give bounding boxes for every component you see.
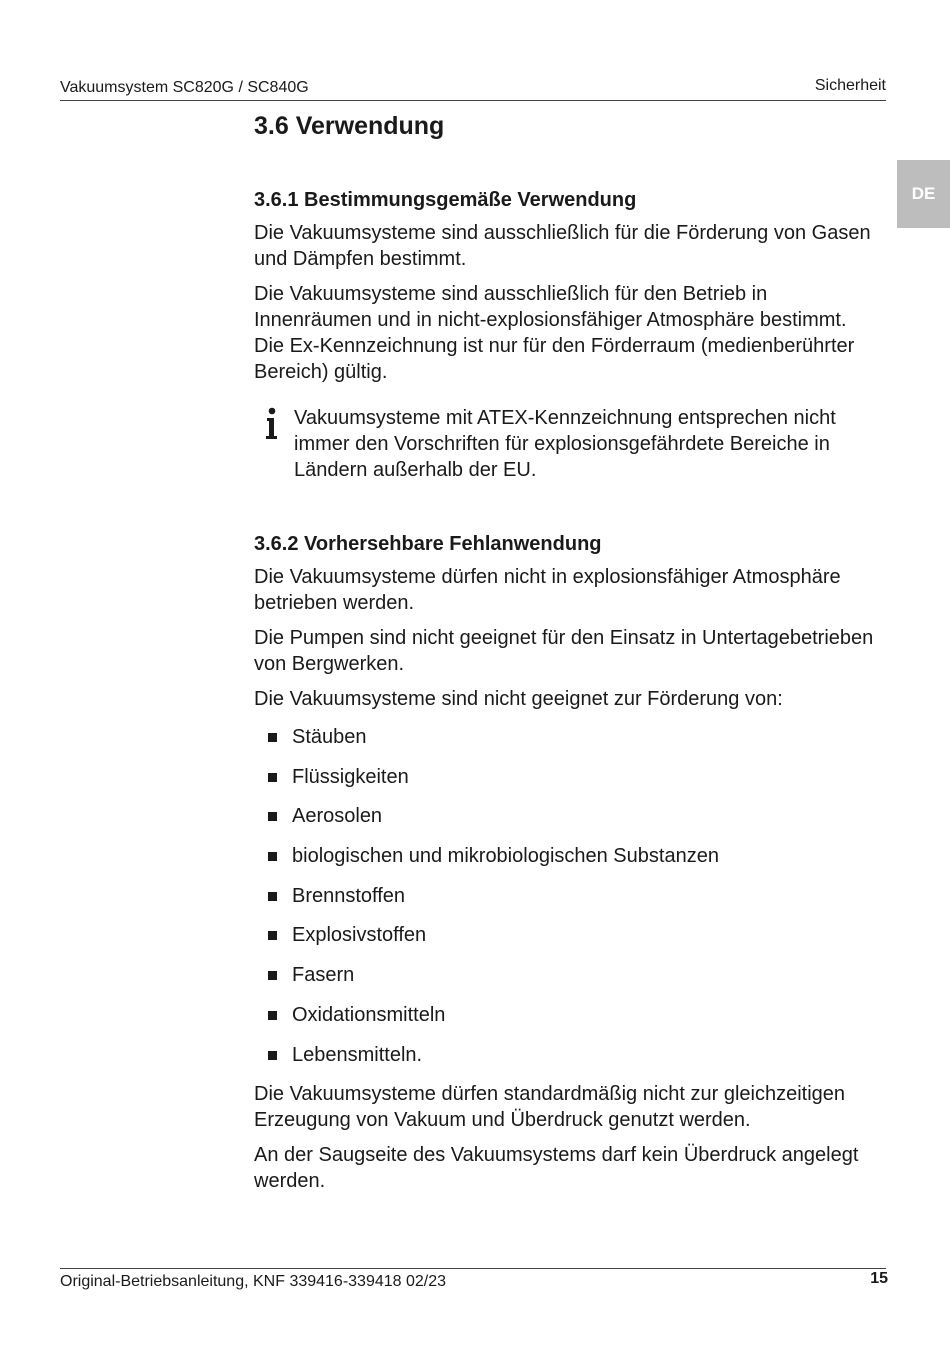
section-title: 3.6 Verwendung <box>254 112 445 140</box>
bullet-icon <box>268 892 277 901</box>
paragraph: Die Vakuumsysteme dürfen standardmäßig nicht zur gleichzeitigen Erzeugung von Vakuum und Überdruck genutzt werden. <box>254 1083 846 1132</box>
page-number: 15 <box>870 1270 888 1287</box>
list-item-text: Stäuben <box>292 726 367 748</box>
list-item <box>254 1002 876 1028</box>
bullet-icon <box>268 1011 277 1020</box>
list-item-text: Oxidationsmitteln <box>292 1003 446 1026</box>
paragraph: Die Vakuumsysteme sind ausschließlich für die Förderung von Gasen und Dämpfen bestimmt. <box>254 222 871 270</box>
list-item-text: Fasern <box>292 964 355 987</box>
bullet-icon <box>268 971 277 980</box>
info-icon <box>264 407 280 441</box>
list-item-text: Flüssigkeiten <box>292 765 409 788</box>
bullet-icon <box>268 773 277 782</box>
info-note <box>254 405 876 483</box>
bullet-icon <box>268 733 277 742</box>
paragraph: Die Vakuumsysteme dürfen nicht in explosionsfähiger Atmosphäre betrieben werden. <box>254 566 841 614</box>
list-item <box>254 962 876 988</box>
bullet-icon <box>268 931 277 940</box>
bullet-icon <box>268 812 277 821</box>
bullet-icon <box>268 1051 277 1060</box>
header-rule <box>60 100 886 101</box>
unsuitable-media-list <box>254 724 876 1068</box>
list-item <box>254 922 876 948</box>
list-item <box>254 883 876 909</box>
paragraph: Die Vakuumsysteme sind nicht geeignet zur Förderung von: <box>254 688 783 710</box>
subsection-title-misuse: 3.6.2 Vorhersehbare Fehlanwendung <box>254 533 602 555</box>
list-item-text: Aerosolen <box>292 805 383 828</box>
info-note-text: Vakuumsysteme mit ATEX-Kennzeichnung entsprechen nicht immer den Vorschriften für explosionsgefährdete Bereiche in Ländern außerhalb der EU. <box>294 407 836 481</box>
subsection-misuse <box>254 530 876 1194</box>
list-item <box>254 724 876 750</box>
list-item-text: Brennstoffen <box>292 884 406 907</box>
list-item-text: Explosivstoffen <box>292 924 427 947</box>
list-item <box>254 764 876 790</box>
paragraph: Die Vakuumsysteme sind ausschließlich für den Betrieb in Innenräumen und in nicht-explosionsfähiger Atmosphäre bestimmt. Die Ex-Kennzeichnung ist nur für den Förderraum (medienberührter Bereich) gültig. <box>254 283 855 383</box>
language-tab: DE <box>897 160 950 228</box>
list-item <box>254 803 876 829</box>
page-header-left: Vakuumsystem SC820G / SC840G <box>60 79 309 96</box>
list-item <box>254 1042 876 1068</box>
page-footer-left: Original-Betriebsanleitung, KNF 339416-339418 02/23 <box>60 1273 447 1290</box>
bullet-icon <box>268 852 277 861</box>
paragraph: Die Pumpen sind nicht geeignet für den Einsatz in Untertagebetrieben von Bergwerken. <box>254 627 874 675</box>
subsection-title-intended-use: 3.6.1 Bestimmungsgemäße Verwendung <box>254 189 637 211</box>
main-content <box>254 108 876 1203</box>
footer-rule <box>60 1268 886 1269</box>
page-header-right: Sicherheit <box>814 77 886 94</box>
paragraph: An der Saugseite des Vakuumsystems darf kein Überdruck angelegt werden. <box>254 1144 859 1193</box>
list-item <box>254 843 876 869</box>
list-item-text: Lebensmitteln. <box>292 1043 423 1066</box>
list-item-text: biologischen und mikrobiologischen Substanzen <box>292 845 719 868</box>
